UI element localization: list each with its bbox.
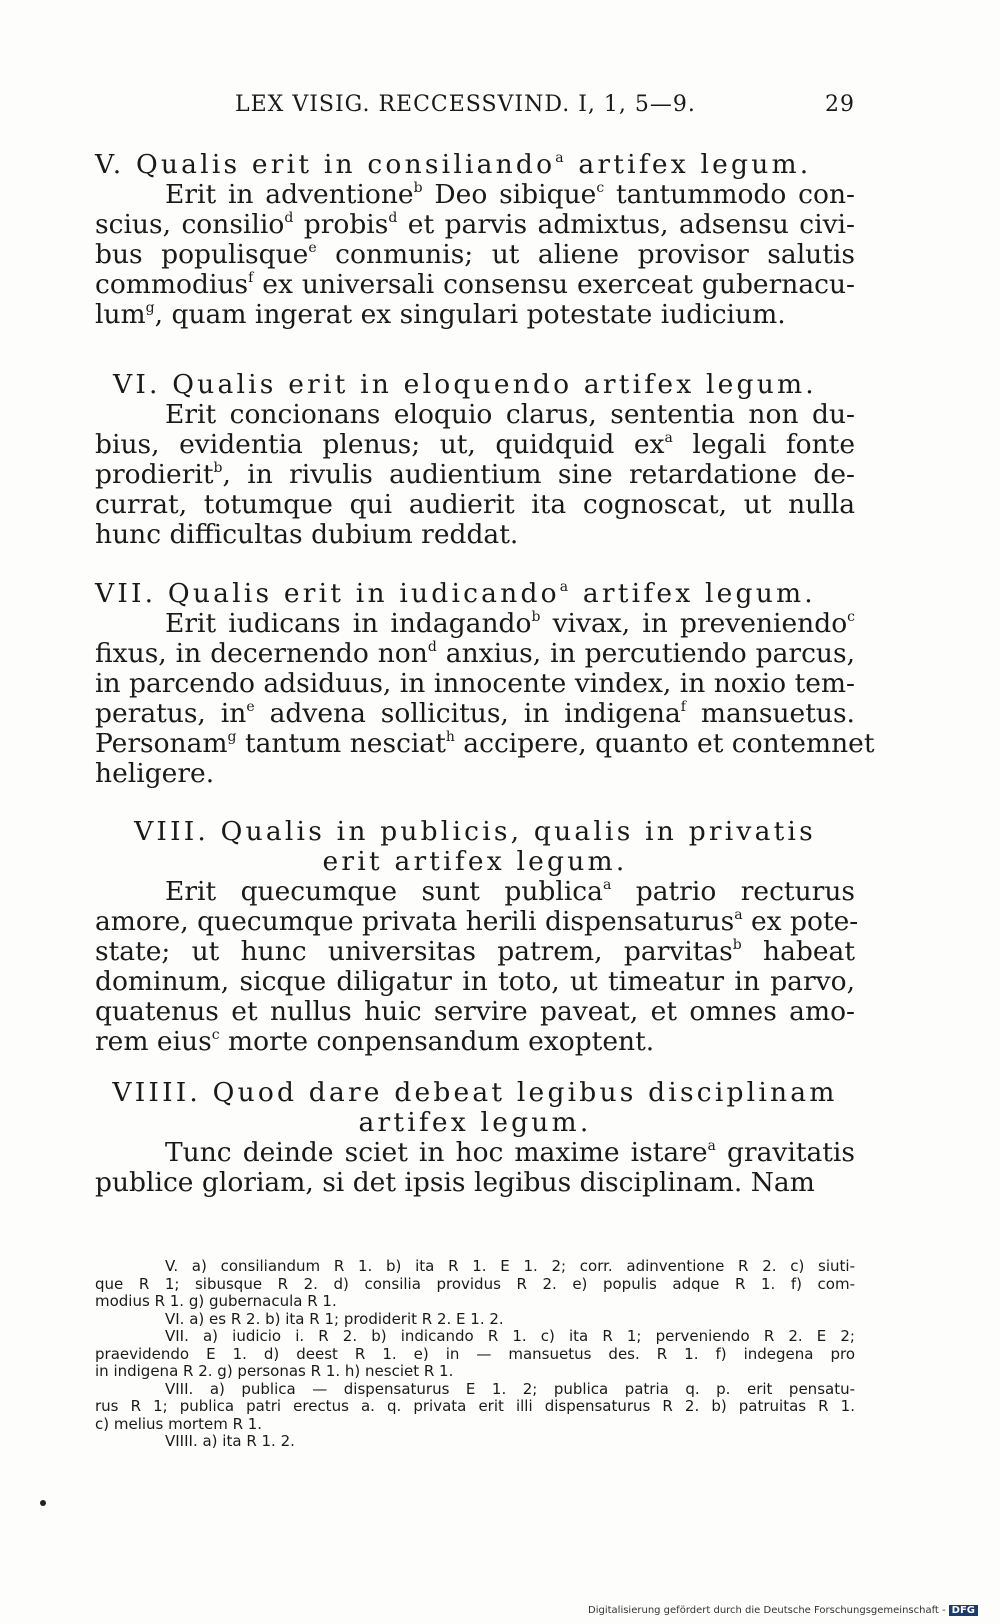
text-line: lum$^g$, quam ingerat ex singulari potestate iudicium. <box>95 299 786 330</box>
text-line: Erit iudicans in indagando$^b$ vivax, in preveniendo$^c$ <box>165 608 855 639</box>
running-title: LEX VISIG. RECCESSVIND. I, 1, 5—9. <box>235 92 696 117</box>
section-v <box>95 150 855 330</box>
text-line: publice gloriam, si det ipsis legibus disciplinam. Nam <box>95 1167 815 1198</box>
text-line: Personam$^g$ tantum nesciat$^h$ accipere, quanto et contemnet <box>95 728 875 759</box>
text-line: quatenus et nullus huic servire paveat, et omnes amo- <box>95 996 855 1027</box>
text-line: bius, evidentia plenus; ut, quidquid $ex^a$ legali fonte <box>95 429 855 460</box>
section-heading: VI. Qualis erit in eloquendo artifex legum. <box>113 369 817 400</box>
funding-credit: Digitalisierung gefördert durch die Deutsche Forschungsgemeinschaft - DFG <box>588 1605 978 1616</box>
footnote-line: VI. a) es R 2. b) ita R 1; prodiderit R 2. E 1. 2. <box>165 1309 504 1328</box>
text-line: rem eius$^c$ morte conpensandum exoptent. <box>95 1026 655 1057</box>
text-line: heligere. <box>95 758 215 789</box>
footnote-line: VIII. a) publica — dispensaturus E 1. 2; publica patria q. p. erit pensatu- <box>165 1379 855 1398</box>
footnote-line: modius R 1. g) gubernacula R 1. <box>95 1292 337 1310</box>
section-paragraph <box>95 608 875 789</box>
section-viiii <box>95 1078 855 1198</box>
section-paragraph <box>95 1138 855 1198</box>
text-line: prodierit$^b$, in rivulis audientium sine retardatione de- <box>95 459 855 490</box>
text-line: bus populisque$^e$ conmunis; ut aliene provisor salutis <box>95 239 855 270</box>
text-line: Erit quecumque sunt publica$^a$ patrio recturus <box>165 876 855 907</box>
section-vi <box>95 370 855 550</box>
text-line: in parcendo adsiduus, in innocente vindex, in noxio tem- <box>95 668 855 699</box>
footnote-line: praevidendo E 1. d) deest R 1. e) in — mansuetus des. R 1. f) indegena pro <box>95 1344 855 1363</box>
text-line: Tunc deinde sciet in hoc maxime istare$^a$ gravitatis <box>165 1137 855 1168</box>
document-page <box>95 0 875 1624</box>
footnote-line: c) melius mortem R 1. <box>95 1414 263 1433</box>
text-line: amore, quecumque privata herili dispensaturus$^a$ ex pote- <box>95 906 859 937</box>
footnote-line: in indigena R 2. g) personas R 1. h) nesciet R 1. <box>95 1362 454 1380</box>
section-paragraph <box>95 876 859 1057</box>
margin-dot <box>40 1500 46 1506</box>
dfg-logo: DFG <box>949 1605 978 1616</box>
text-line: dominum, sicque diligatur in toto, ut timeatur in parvo, <box>95 966 855 997</box>
text-line: Erit in adventione$^b$ Deo sibique$^c$ tantummodo con- <box>165 179 855 210</box>
section-heading: V. Qualis erit in consiliando$^a$ artifex legum. <box>95 149 812 180</box>
section-viii <box>95 816 859 1057</box>
footnotes <box>95 1258 855 1451</box>
text-line: currat, totumque qui audierit ita cognoscat, ut nulla <box>95 489 855 520</box>
section-heading: VIIII. Quod dare debeat legibus disciplinam artifex legum. <box>112 1077 838 1138</box>
section-vii <box>95 578 875 789</box>
page-number: 29 <box>825 92 855 117</box>
section-heading: VIII. Qualis in publicis, qualis in privatis erit artifex legum. <box>134 816 816 877</box>
section-heading: VII. Qualis erit in iudicando$^a$ artifex legum. <box>95 578 816 609</box>
text-line: fixus, in decernendo non$^d$ anxius, in percutiendo parcus, <box>95 638 855 669</box>
text-line: peratus, $in^e$ advena sollicitus, in indigena$^f$ mansuetus. <box>95 698 855 729</box>
footnote-line: VII. a) iudicio i. R 2. b) indicando R 1. c) ita R 1; perveniendo R 2. E 2; <box>165 1327 855 1345</box>
text-line: scius, consilio$^d$ probis$^d$ et parvis admixtus, adsensu civi- <box>95 209 855 240</box>
text-line: Erit concionans eloquio clarus, sententia non du- <box>165 399 855 430</box>
footnote-line: que R 1; sibusque R 2. d) consilia providus R 2. e) populis adque R 1. f) com- <box>95 1274 855 1293</box>
footnote-line: V. a) consiliandum R 1. b) ita R 1. E 1. 2; corr. adinventione R 2. c) siuti- <box>165 1257 855 1275</box>
text-line: hunc difficultas dubium reddat. <box>95 519 519 550</box>
section-paragraph <box>95 400 855 550</box>
text-line: commodius$^f$ ex universali consensu exerceat gubernacu- <box>95 269 855 300</box>
footnote-line: VIIII. a) ita R 1. 2. <box>165 1432 295 1450</box>
text-line: state; ut hunc universitas patrem, parvitas$^b$ habeat <box>95 936 855 967</box>
footnote-line: rus R 1; publica patri erectus a. q. privata erit illi dispensaturus R 2. b) patruitas R 1. <box>95 1397 855 1415</box>
section-paragraph <box>95 180 855 330</box>
